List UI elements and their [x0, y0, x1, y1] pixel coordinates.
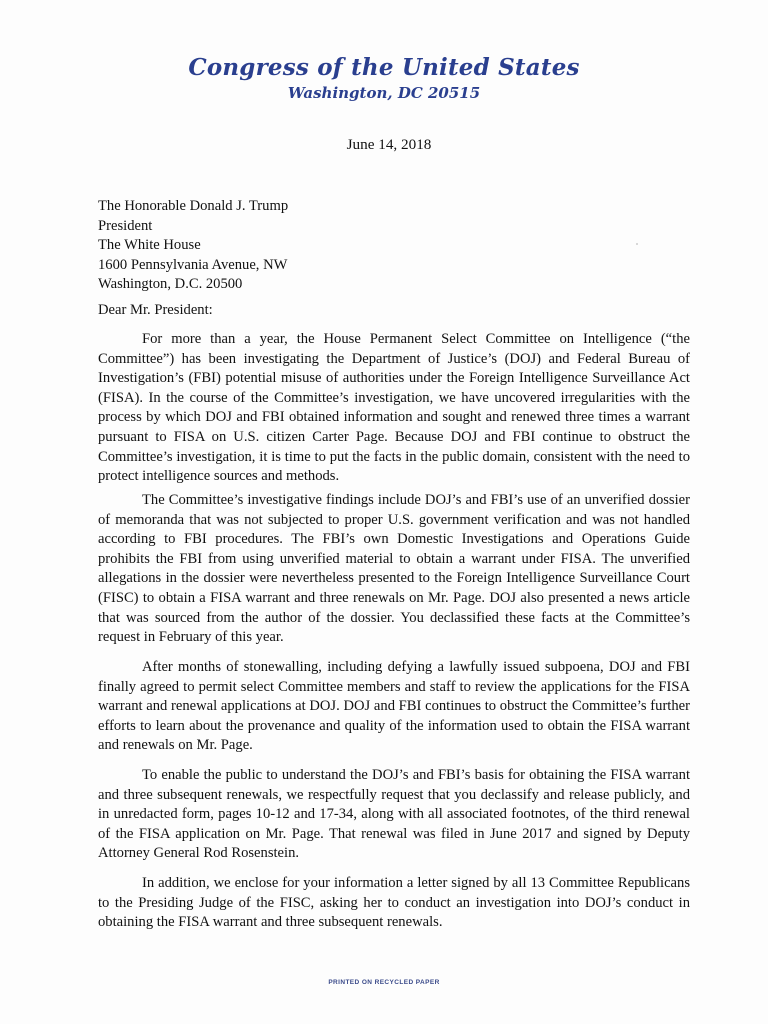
address-line-city: Washington, D.C. 20500: [98, 276, 243, 293]
body-paragraph-4: To enable the public to understand the DOJ’s and FBI’s basis for obtaining the FISA warrant and three subsequent renewals, we respectfully request that you declassify and release publicly, and in unredacted form, pages 10-12 and 17-34, along with all associated footnotes, of the third renewal of the FISA application on Mr. Page. That renewal was filed in June 2017 and signed by Deputy Attorney General Rod Rosenstein.: [98, 767, 690, 862]
salutation: Dear Mr. President:: [98, 302, 213, 318]
address-line-building: The White House: [98, 237, 201, 254]
body-paragraph-1: For more than a year, the House Permanent Select Committee on Intelligence (“the Committee”) has been investigating the Department of Justice’s (DOJ) and Federal Bureau of Investigation’s (FBI) potential misuse of authorities under the Foreign Intelligence Surveillance Act (FISA). In the course of the Committee’s investigation, we have uncovered irregularities with the process by which DOJ and FBI obtained information and sought and renewed three times a warrant pursuant to FISA on U.S. citizen Carter Page. Because DOJ and FBI continue to obstruct the Committee’s investigation, it is time to put the facts in the public domain, consistent with the need to protect intelligence sources and methods.: [98, 331, 690, 485]
address-line-name: The Honorable Donald J. Trump: [98, 198, 289, 214]
recycled-paper-footer: PRINTED ON RECYCLED PAPER: [328, 979, 440, 986]
recipient-address: [98, 197, 688, 295]
address-line-street: 1600 Pennsylvania Avenue, NW: [98, 256, 288, 273]
body-paragraph-5: In addition, we enclose for your information a letter signed by all 13 Committee Republicans to the Presiding Judge of the FISC, asking her to conduct an investigation into DOJ’s conduct in obtaining the FISA warrant and three subsequent renewals.: [98, 875, 690, 931]
letter-date: June 14, 2018: [346, 136, 432, 153]
paper-speck: [636, 243, 638, 245]
letterhead-title: Congress of the United States: [188, 54, 580, 81]
body-paragraph-2: The Committee’s investigative findings include DOJ’s and FBI’s use of an unverified dossier of memoranda that was not subjected to proper U.S. government verification and was not handled according to FBI procedures. The FBI’s own Domestic Investigations and Operations Guide prohibits the FBI from using unverified material to obtain a warrant under FISA. The unverified allegations in the dossier were nevertheless presented to the Foreign Intelligence Surveillance Court (FISC) to obtain a FISA warrant and three renewals on Mr. Page. DOJ also presented a news article that was sourced from the author of the dossier. You declassified these facts at the Committee’s request in February of this year.: [98, 492, 690, 646]
address-line-title: President: [98, 217, 153, 234]
body-paragraph-3: After months of stonewalling, including defying a lawfully issued subpoena, DOJ and FBI finally agreed to permit select Committee members and staff to review the applications for the FISA warrant and renewal applications at DOJ. DOJ and FBI continues to obstruct the Committee’s further efforts to learn about the provenance and quality of the information used to obtain the FISA warrant and renewals on Mr. Page.: [98, 659, 690, 754]
letterhead-subtitle: Washington, DC 20515: [287, 84, 481, 102]
